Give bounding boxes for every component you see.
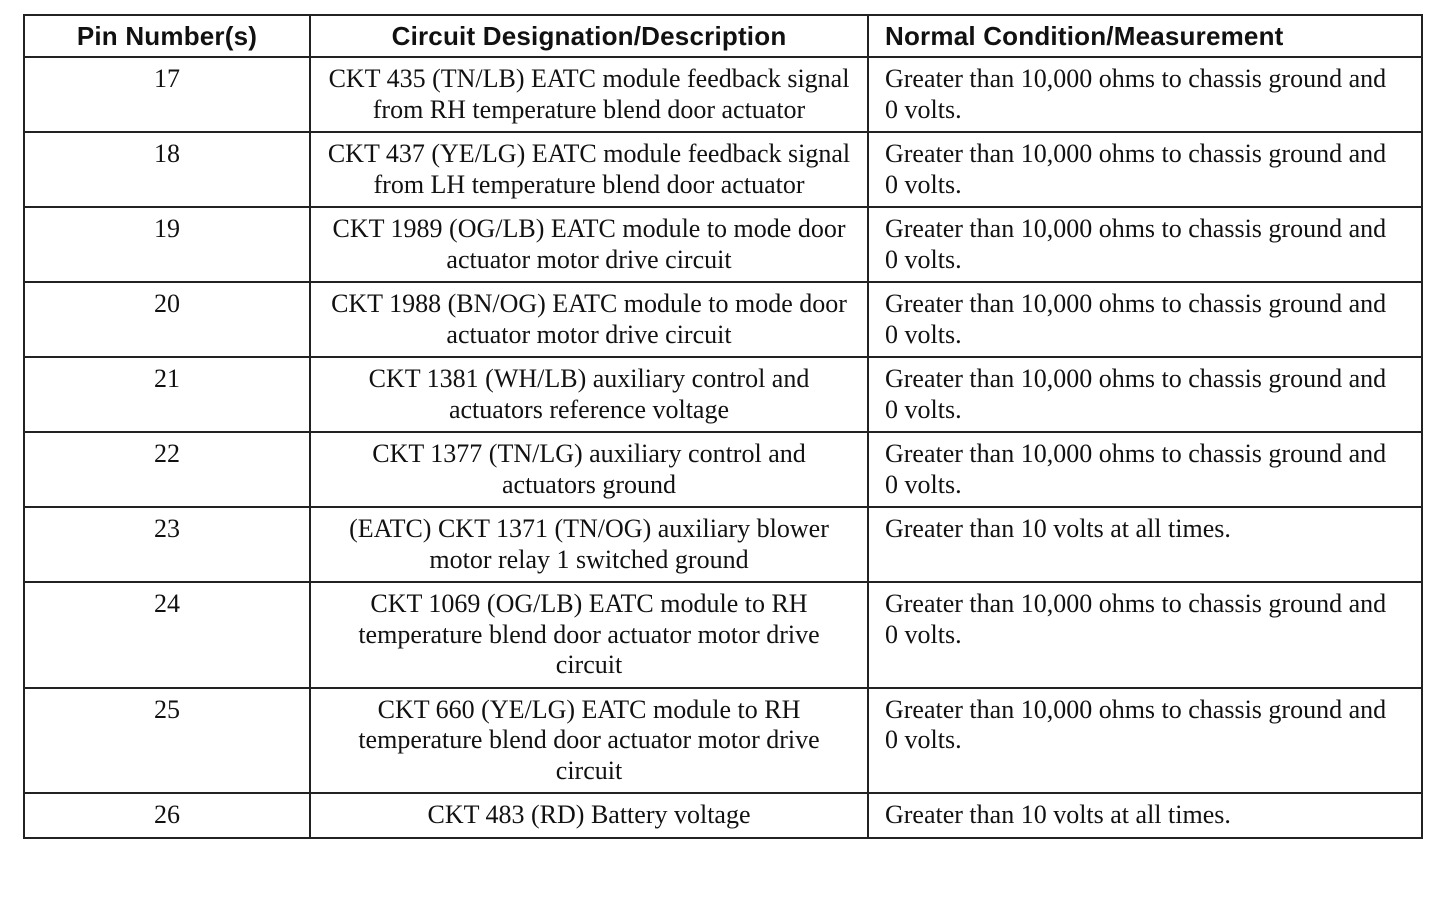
measurement-cell: Greater than 10,000 ohms to chassis ground and 0 volts. (868, 688, 1422, 794)
pin-number-cell: 21 (24, 357, 310, 432)
table-row (24, 582, 1422, 688)
header-row (24, 15, 1422, 57)
table-row (24, 57, 1422, 132)
pin-number-cell: 17 (24, 57, 310, 132)
pin-number-cell: 23 (24, 507, 310, 582)
measurement-cell: Greater than 10,000 ohms to chassis ground and 0 volts. (868, 432, 1422, 507)
measurement-cell: Greater than 10,000 ohms to chassis ground and 0 volts. (868, 582, 1422, 688)
table-row (24, 357, 1422, 432)
pin-number-cell: 18 (24, 132, 310, 207)
measurement-cell: Greater than 10,000 ohms to chassis ground and 0 volts. (868, 132, 1422, 207)
circuit-description-cell: (EATC) CKT 1371 (TN/OG) auxiliary blower motor relay 1 switched ground (310, 507, 868, 582)
pin-number-cell: 20 (24, 282, 310, 357)
table-row (24, 282, 1422, 357)
table-row (24, 432, 1422, 507)
header-circuit-description: Circuit Designation/Description (310, 15, 868, 57)
circuit-description-cell: CKT 1381 (WH/LB) auxiliary control and actuators reference voltage (310, 357, 868, 432)
circuit-description-cell: CKT 1989 (OG/LB) EATC module to mode door actuator motor drive circuit (310, 207, 868, 282)
header-normal-condition: Normal Condition/Measurement (868, 15, 1422, 57)
table-row (24, 507, 1422, 582)
pin-number-cell: 26 (24, 793, 310, 838)
measurement-cell: Greater than 10 volts at all times. (868, 793, 1422, 838)
measurement-cell: Greater than 10,000 ohms to chassis ground and 0 volts. (868, 57, 1422, 132)
measurement-cell: Greater than 10 volts at all times. (868, 507, 1422, 582)
circuit-description-cell: CKT 483 (RD) Battery voltage (310, 793, 868, 838)
pin-circuit-table (23, 14, 1423, 839)
circuit-description-cell: CKT 1069 (OG/LB) EATC module to RH temperature blend door actuator motor drive circuit (310, 582, 868, 688)
pin-number-cell: 22 (24, 432, 310, 507)
table-row (24, 793, 1422, 838)
pin-number-cell: 24 (24, 582, 310, 688)
measurement-cell: Greater than 10,000 ohms to chassis ground and 0 volts. (868, 207, 1422, 282)
table-row (24, 207, 1422, 282)
measurement-cell: Greater than 10,000 ohms to chassis ground and 0 volts. (868, 282, 1422, 357)
circuit-description-cell: CKT 435 (TN/LB) EATC module feedback signal from RH temperature blend door actuator (310, 57, 868, 132)
pin-number-cell: 19 (24, 207, 310, 282)
table-body (24, 57, 1422, 838)
header-pin-numbers: Pin Number(s) (24, 15, 310, 57)
table-row (24, 132, 1422, 207)
pin-number-cell: 25 (24, 688, 310, 794)
table-header (24, 15, 1422, 57)
circuit-description-cell: CKT 437 (YE/LG) EATC module feedback signal from LH temperature blend door actuator (310, 132, 868, 207)
circuit-description-cell: CKT 660 (YE/LG) EATC module to RH temperature blend door actuator motor drive circuit (310, 688, 868, 794)
circuit-description-cell: CKT 1377 (TN/LG) auxiliary control and actuators ground (310, 432, 868, 507)
circuit-description-cell: CKT 1988 (BN/OG) EATC module to mode door actuator motor drive circuit (310, 282, 868, 357)
measurement-cell: Greater than 10,000 ohms to chassis ground and 0 volts. (868, 357, 1422, 432)
table-row (24, 688, 1422, 794)
